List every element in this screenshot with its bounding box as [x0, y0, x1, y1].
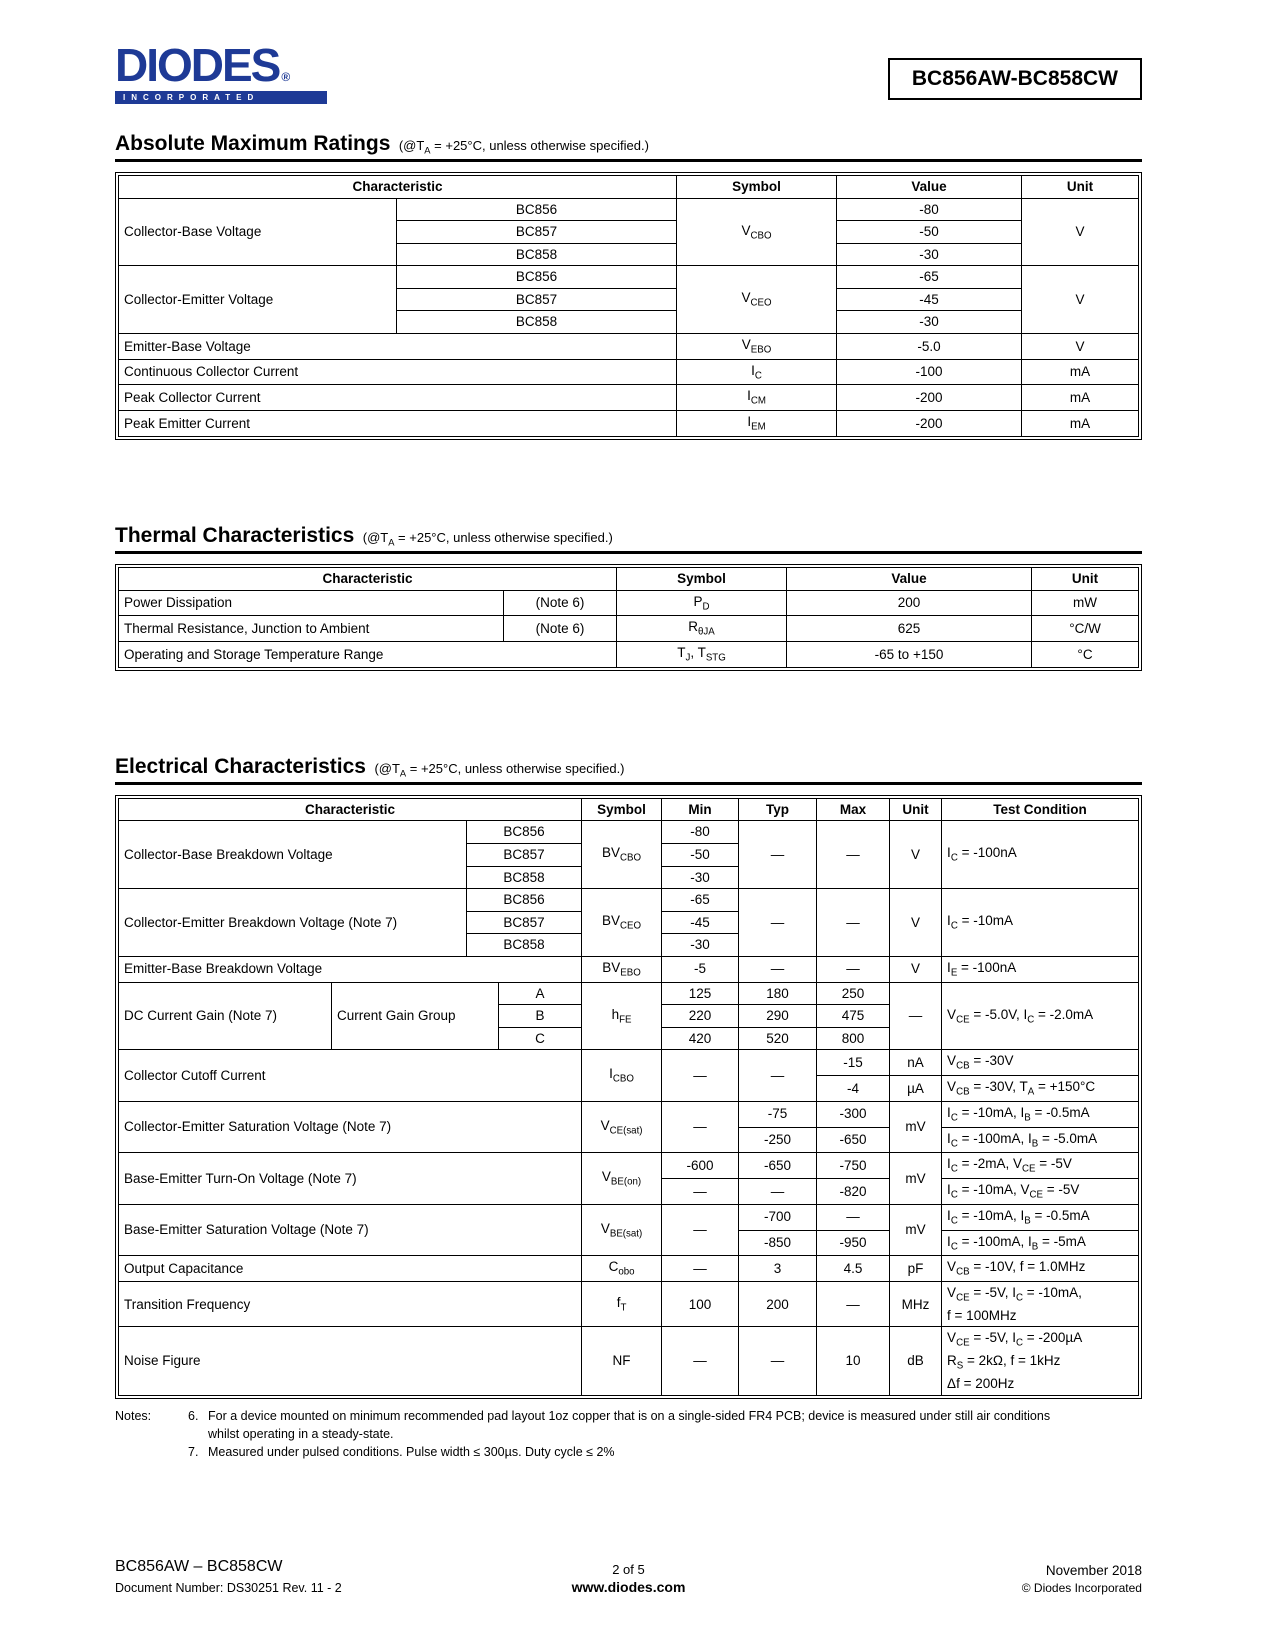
typ-cell: 290: [739, 1005, 817, 1028]
symbol-cell: $h_{FE}$: [582, 982, 662, 1050]
characteristic-cell: Collector-Base Voltage: [119, 198, 397, 266]
symbol-cell: $BV_{EBO}$: [582, 956, 662, 982]
unit-cell: V: [890, 889, 942, 957]
gain-group-cell: B: [499, 1005, 582, 1028]
test-condition-cell: $V_{CB} = -10V$, f = 1.0MHz: [942, 1256, 1139, 1282]
symbol-cell: NF: [582, 1327, 662, 1395]
unit-cell: —: [890, 982, 942, 1050]
min-cell: -50: [662, 843, 739, 866]
unit-cell: °C: [1032, 642, 1139, 668]
gain-group-label-cell: Current Gain Group: [332, 982, 499, 1050]
unit-cell: mA: [1022, 359, 1139, 385]
symbol-cell: $C_{obo}$: [582, 1256, 662, 1282]
typ-cell: 520: [739, 1027, 817, 1050]
value-cell: -80: [837, 198, 1022, 221]
registered-trademark-icon: ®: [281, 70, 291, 84]
model-cell: BC858: [467, 934, 582, 957]
characteristic-cell: DC Current Gain (Note 7): [119, 982, 332, 1050]
col-header-value: Value: [787, 568, 1032, 591]
symbol-cell: $BV_{CEO}$: [582, 889, 662, 957]
max-cell: —: [817, 1204, 890, 1230]
gain-group-cell: C: [499, 1027, 582, 1050]
col-header-min: Min: [662, 798, 739, 821]
test-condition-cell: $V_{CE} = -5V$, $I_C = -200\mu A$ $R_S = 2k\Omega$, f = 1kHz Δf = 200Hz: [942, 1327, 1139, 1395]
section-heading: [115, 132, 1142, 162]
website-link[interactable]: www.diodes.com: [571, 1579, 686, 1595]
note-number: 6.: [188, 1408, 199, 1423]
test-condition-cell: $I_E = -100nA$: [942, 956, 1139, 982]
footer-part-range: BC856AW – BC858CW: [115, 1558, 283, 1575]
section-title: Absolute Maximum Ratings: [115, 132, 391, 155]
value-cell: 200: [787, 590, 1032, 616]
value-cell: 625: [787, 616, 1032, 642]
section-title: Electrical Characteristics: [115, 754, 366, 778]
value-cell: -65: [837, 266, 1022, 289]
max-cell: -15: [817, 1050, 890, 1076]
note-item: [188, 1407, 1078, 1443]
unit-cell: mV: [890, 1101, 942, 1153]
model-cell: BC857: [467, 911, 582, 934]
test-condition-cell: $I_C = -10mA$, $I_B = -0.5mA$: [942, 1204, 1139, 1230]
typ-cell: -850: [739, 1230, 817, 1256]
table-row: [119, 590, 1139, 616]
unit-cell: dB: [890, 1327, 942, 1395]
typ-cell: -700: [739, 1204, 817, 1230]
notes-label: Notes:: [115, 1408, 152, 1423]
max-cell: 475: [817, 1005, 890, 1028]
characteristic-cell: Collector Cutoff Current: [119, 1050, 582, 1102]
notes-section: [115, 1407, 1142, 1461]
symbol-cell: $V_{BE(sat)}$: [582, 1204, 662, 1256]
min-cell: -65: [662, 889, 739, 912]
value-cell: -200: [837, 411, 1022, 437]
test-condition-cell: $V_{CB} = -30V$, $T_A = +150^\circ C$: [942, 1076, 1139, 1102]
symbol-cell: $I_{CBO}$: [582, 1050, 662, 1102]
col-header-symbol: Symbol: [617, 568, 787, 591]
typ-cell: -250: [739, 1127, 817, 1153]
thermal-characteristics-section: [115, 524, 1142, 671]
min-cell: -30: [662, 866, 739, 889]
test-condition-cell: $I_C = -10mA$: [942, 889, 1139, 957]
characteristic-cell: Thermal Resistance, Junction to Ambient: [119, 616, 504, 642]
value-cell: -5.0: [837, 333, 1022, 359]
table-row: [119, 198, 1139, 221]
characteristic-cell: Collector-Emitter Breakdown Voltage (Note 7): [119, 889, 467, 957]
col-header-test-condition: Test Condition: [942, 798, 1139, 821]
typ-cell: 3: [739, 1256, 817, 1282]
min-cell: —: [662, 1327, 739, 1395]
min-cell: -30: [662, 934, 739, 957]
test-condition-cell: $I_C = -10mA$, $V_{CE} = -5V$: [942, 1179, 1139, 1205]
col-header-characteristic: Characteristic: [119, 176, 677, 199]
max-cell: -4: [817, 1076, 890, 1102]
max-cell: —: [817, 821, 890, 889]
note-text: Measured under pulsed conditions. Pulse width ≤ 300µs. Duty cycle ≤ 2%: [208, 1444, 615, 1459]
unit-cell: µA: [890, 1076, 942, 1102]
characteristic-cell: Base-Emitter Turn-On Voltage (Note 7): [119, 1153, 582, 1205]
value-cell: -65 to +150: [787, 642, 1032, 668]
table-row: [119, 616, 1139, 642]
characteristic-cell: Base-Emitter Saturation Voltage (Note 7): [119, 1204, 582, 1256]
unit-cell: nA: [890, 1050, 942, 1076]
table-row: [119, 1050, 1139, 1076]
table-row: [119, 1327, 1139, 1395]
min-cell: 220: [662, 1005, 739, 1028]
max-cell: -950: [817, 1230, 890, 1256]
symbol-cell: $I_{CM}$: [677, 385, 837, 411]
col-header-unit: Unit: [890, 798, 942, 821]
min-cell: —: [662, 1256, 739, 1282]
characteristic-cell: Emitter-Base Voltage: [119, 333, 677, 359]
characteristic-cell: Power Dissipation: [119, 590, 504, 616]
symbol-cell: $V_{BE(on)}$: [582, 1153, 662, 1205]
table-row: [119, 1153, 1139, 1179]
unit-cell: pF: [890, 1256, 942, 1282]
symbol-cell: $I_{EM}$: [677, 411, 837, 437]
characteristic-cell: Transition Frequency: [119, 1282, 582, 1327]
test-condition-cell: $I_C = -10mA$, $I_B = -0.5mA$: [942, 1101, 1139, 1127]
typ-cell: -650: [739, 1153, 817, 1179]
typ-cell: —: [739, 1050, 817, 1102]
col-header-typ: Typ: [739, 798, 817, 821]
min-cell: —: [662, 1101, 739, 1153]
symbol-cell: $P_D$: [617, 590, 787, 616]
page-footer: [115, 1558, 1142, 1595]
min-cell: -5: [662, 956, 739, 982]
typ-cell: —: [739, 956, 817, 982]
min-cell: 420: [662, 1027, 739, 1050]
max-cell: 250: [817, 982, 890, 1005]
table-row: [119, 956, 1139, 982]
table-row: [119, 1256, 1139, 1282]
typ-cell: —: [739, 889, 817, 957]
table-row: [119, 1282, 1139, 1327]
col-header-max: Max: [817, 798, 890, 821]
col-header-characteristic: Characteristic: [119, 798, 582, 821]
max-cell: -820: [817, 1179, 890, 1205]
characteristic-cell: Peak Emitter Current: [119, 411, 677, 437]
note-number: 7.: [188, 1444, 199, 1459]
test-condition-cell: $I_C = -2mA$, $V_{CE} = -5V$: [942, 1153, 1139, 1179]
table-row: [119, 359, 1139, 385]
min-cell: 100: [662, 1282, 739, 1327]
typ-cell: —: [739, 1179, 817, 1205]
min-cell: -600: [662, 1153, 739, 1179]
col-header-value: Value: [837, 176, 1022, 199]
characteristic-cell: Operating and Storage Temperature Range: [119, 642, 617, 668]
section-subtitle: ($@T_A = +25^\circ C$, unless otherwise specified.): [362, 530, 613, 548]
value-cell: -200: [837, 385, 1022, 411]
part-number-box: BC856AW-BC858CW: [888, 58, 1142, 100]
characteristic-cell: Collector-Emitter Voltage: [119, 266, 397, 334]
footer-center: [457, 1562, 799, 1595]
max-cell: —: [817, 956, 890, 982]
model-cell: BC858: [397, 311, 677, 334]
model-cell: BC858: [467, 866, 582, 889]
model-cell: BC856: [397, 266, 677, 289]
model-cell: BC856: [467, 821, 582, 844]
note-cell: (Note 6): [504, 616, 617, 642]
characteristic-cell: Collector-Base Breakdown Voltage: [119, 821, 467, 889]
value-cell: -50: [837, 221, 1022, 244]
max-cell: —: [817, 889, 890, 957]
max-cell: 4.5: [817, 1256, 890, 1282]
gain-group-cell: A: [499, 982, 582, 1005]
table-row: [119, 889, 1139, 912]
thermal-characteristics-table: [115, 564, 1142, 671]
table-header-row: [119, 798, 1139, 821]
footer-date: November 2018: [1045, 1563, 1142, 1578]
model-cell: BC856: [397, 198, 677, 221]
test-condition-cell: $I_C = -100nA$: [942, 821, 1139, 889]
absolute-maximum-ratings-section: [115, 132, 1142, 440]
min-cell: —: [662, 1204, 739, 1256]
diodes-logo: [115, 39, 327, 104]
value-cell: -30: [837, 311, 1022, 334]
col-header-unit: Unit: [1032, 568, 1139, 591]
notes-body: [188, 1407, 1078, 1461]
value-cell: -30: [837, 243, 1022, 266]
logo-text: DIODES: [115, 39, 280, 91]
symbol-cell: $V_{CBO}$: [677, 198, 837, 266]
symbol-cell: $V_{CEO}$: [677, 266, 837, 334]
unit-cell: °C/W: [1032, 616, 1139, 642]
symbol-cell: $f_T$: [582, 1282, 662, 1327]
typ-cell: 180: [739, 982, 817, 1005]
unit-cell: V: [890, 956, 942, 982]
max-cell: —: [817, 1282, 890, 1327]
value-cell: -100: [837, 359, 1022, 385]
logo-incorporated-bar: INCORPORATED: [115, 91, 327, 104]
electrical-characteristics-table: [115, 795, 1142, 1399]
typ-cell: —: [739, 1327, 817, 1395]
symbol-cell: $V_{EBO}$: [677, 333, 837, 359]
section-title: Thermal Characteristics: [115, 524, 355, 547]
unit-cell: MHz: [890, 1282, 942, 1327]
symbol-cell: $R_{\theta JA}$: [617, 616, 787, 642]
logo-wordmark: [115, 39, 327, 91]
page-header: [115, 39, 1142, 104]
symbol-cell: $BV_{CBO}$: [582, 821, 662, 889]
test-condition-cell: $V_{CE} = -5.0V$, $I_C = -2.0mA$: [942, 982, 1139, 1050]
unit-cell: V: [1022, 333, 1139, 359]
note-cell: (Note 6): [504, 590, 617, 616]
table-row: [119, 1101, 1139, 1127]
unit-cell: mA: [1022, 385, 1139, 411]
absolute-maximum-ratings-table: [115, 172, 1142, 440]
typ-cell: 200: [739, 1282, 817, 1327]
unit-cell: V: [890, 821, 942, 889]
test-condition-cell: $I_C = -100mA$, $I_B = -5.0mA$: [942, 1127, 1139, 1153]
note-item: [188, 1443, 1078, 1461]
col-header-symbol: Symbol: [582, 798, 662, 821]
test-condition-cell: $V_{CB} = -30V$: [942, 1050, 1139, 1076]
section-subtitle: ($@T_A = +25^\circ C$, unless otherwise specified.): [374, 760, 625, 779]
characteristic-cell: Continuous Collector Current: [119, 359, 677, 385]
symbol-cell: $I_C$: [677, 359, 837, 385]
typ-cell: -75: [739, 1101, 817, 1127]
characteristic-cell: Output Capacitance: [119, 1256, 582, 1282]
max-cell: -300: [817, 1101, 890, 1127]
test-condition-cell: $V_{CE} = -5V$, $I_C = -10mA$, f = 100MHz: [942, 1282, 1139, 1327]
table-header-row: [119, 568, 1139, 591]
characteristic-cell: Emitter-Base Breakdown Voltage: [119, 956, 582, 982]
footer-document-number: Document Number: DS30251 Rev. 11 - 2: [115, 1581, 342, 1595]
section-heading: [115, 524, 1142, 554]
section-subtitle: ($@T_A = +25^\circ C$, unless otherwise specified.): [398, 138, 649, 156]
table-row: [119, 266, 1139, 289]
symbol-cell: $V_{CE(sat)}$: [582, 1101, 662, 1153]
table-row: [119, 642, 1139, 668]
section-heading: [115, 755, 1142, 785]
note-text: For a device mounted on minimum recommended pad layout 1oz copper that is on a single-sided FR4 PCB; device is measured under still air conditions whilst operating in a steady-state.: [208, 1408, 1051, 1441]
characteristic-cell: Peak Collector Current: [119, 385, 677, 411]
unit-cell: V: [1022, 198, 1139, 266]
characteristic-cell: Collector-Emitter Saturation Voltage (Note 7): [119, 1101, 582, 1153]
table-row: [119, 333, 1139, 359]
min-cell: 125: [662, 982, 739, 1005]
unit-cell: mA: [1022, 411, 1139, 437]
footer-right: [800, 1563, 1142, 1595]
col-header-unit: Unit: [1022, 176, 1139, 199]
model-cell: BC857: [397, 221, 677, 244]
max-cell: -650: [817, 1127, 890, 1153]
unit-cell: mV: [890, 1204, 942, 1256]
table-row: [119, 821, 1139, 844]
characteristic-cell: Noise Figure: [119, 1327, 582, 1395]
unit-cell: mV: [890, 1153, 942, 1205]
test-condition-cell: $I_C = -100mA$, $I_B = -5mA$: [942, 1230, 1139, 1256]
model-cell: BC857: [397, 288, 677, 311]
unit-cell: mW: [1032, 590, 1139, 616]
page-number: 2 of 5: [612, 1562, 645, 1577]
min-cell: —: [662, 1050, 739, 1102]
min-cell: —: [662, 1179, 739, 1205]
typ-cell: —: [739, 821, 817, 889]
max-cell: 10: [817, 1327, 890, 1395]
electrical-characteristics-section: [115, 755, 1142, 1461]
min-cell: -45: [662, 911, 739, 934]
unit-cell: V: [1022, 266, 1139, 334]
model-cell: BC858: [397, 243, 677, 266]
table-row: [119, 385, 1139, 411]
table-row: [119, 982, 1139, 1005]
min-cell: -80: [662, 821, 739, 844]
footer-copyright: © Diodes Incorporated: [1021, 1581, 1142, 1595]
col-header-characteristic: Characteristic: [119, 568, 617, 591]
symbol-cell: $T_J$, $T_{STG}$: [617, 642, 787, 668]
table-row: [119, 1204, 1139, 1230]
value-cell: -45: [837, 288, 1022, 311]
max-cell: -750: [817, 1153, 890, 1179]
model-cell: BC857: [467, 843, 582, 866]
model-cell: BC856: [467, 889, 582, 912]
max-cell: 800: [817, 1027, 890, 1050]
table-row: [119, 411, 1139, 437]
table-header-row: [119, 176, 1139, 199]
footer-left: [115, 1558, 457, 1595]
col-header-symbol: Symbol: [677, 176, 837, 199]
